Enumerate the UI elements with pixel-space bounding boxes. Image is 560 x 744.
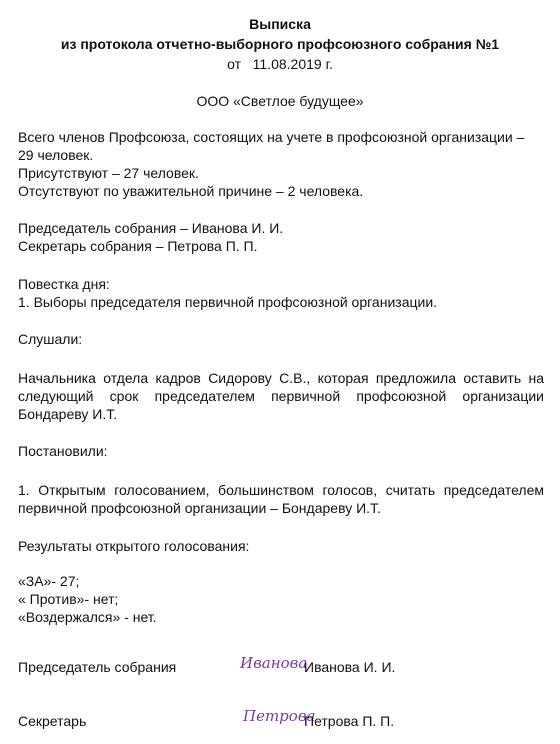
meeting-chair: Председатель собрания – Иванова И. И. xyxy=(18,220,284,236)
heard-text-line3: Бондареву И.Т. xyxy=(18,406,118,422)
agenda-item-1: 1. Выборы председателя первичной профсоюзной организации. xyxy=(18,294,438,310)
heard-heading: Слушали: xyxy=(18,331,83,347)
document-date: 11.08.2019 г. xyxy=(252,56,333,72)
heard-text-line2: следующий срок председателем первичной профсоюзной организации xyxy=(18,388,544,404)
members-total-line2: 29 человек. xyxy=(18,147,94,163)
members-present: Присутствуют – 27 человек. xyxy=(18,165,199,181)
organization-name: ООО «Светлое будущее» xyxy=(196,93,364,109)
vote-for: «ЗА»- 27; xyxy=(18,573,80,589)
document-title: Выписка xyxy=(249,16,311,32)
voting-heading: Результаты открытого голосования: xyxy=(18,538,250,554)
resolved-heading: Постановили: xyxy=(18,443,108,459)
secretary-signature-name: Петрова П. П. xyxy=(304,713,395,729)
chair-handwritten-signature: Иванова xyxy=(240,654,308,672)
chair-signature-name: Иванова И. И. xyxy=(304,659,396,675)
date-prefix: от xyxy=(227,56,241,72)
resolved-text-line2: первичной профсоюзной организации – Бондареву И.Т. xyxy=(18,500,381,516)
agenda-heading: Повестка дня: xyxy=(18,276,110,292)
chair-signature-label: Председатель собрания xyxy=(18,659,177,675)
meeting-secretary: Секретарь собрания – Петрова П. П. xyxy=(18,238,258,254)
secretary-handwritten-signature: Петрова xyxy=(243,707,316,725)
members-absent: Отсутствуют по уважительной причине – 2 человека. xyxy=(18,183,364,199)
vote-abstained: «Воздержался» - нет. xyxy=(18,609,157,625)
vote-against: « Против»- нет; xyxy=(18,591,119,607)
secretary-signature-label: Секретарь xyxy=(18,713,87,729)
resolved-text-line1: 1. Открытым голосованием, большинством голосов, считать председателем xyxy=(18,482,544,498)
document-subtitle: из протокола отчетно-выборного профсоюзного собрания №1 xyxy=(60,36,500,52)
heard-text-line1: Начальника отдела кадров Сидорову С.В., которая предложила оставить на xyxy=(18,370,544,386)
document-date-line xyxy=(0,55,560,73)
members-total-line1: Всего членов Профсоюза, состоящих на учете в профсоюзной организации – xyxy=(18,129,525,145)
